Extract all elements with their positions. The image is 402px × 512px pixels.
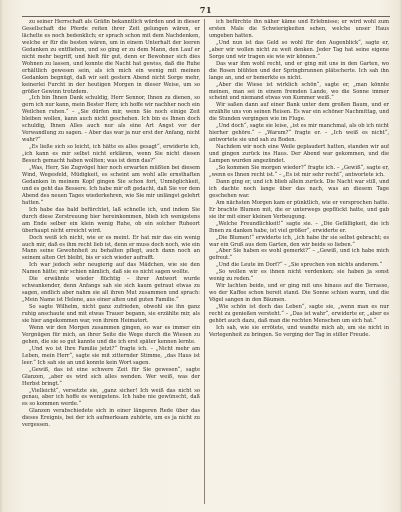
paragraph: „Und doch“, sagte sie leise, „ist es mir manchmal, als ob ich nicht hierher gehöre.“ – „Warum?“ fragte er. – „Ich weiß es nicht“, antwortete sie und sah zu Boden. [209, 123, 389, 144]
column-divider [204, 19, 205, 504]
paragraph: „Und wo ist Ihre Familie jetzt?“ fragte ich. – „Nicht mehr am Leben, mein Herr“, sagte sie mit zitternder Stimme, „das Haus ist leer.“ Ich sah sie an und konnte kein Wort sagen. [22, 345, 200, 366]
paragraph: Dann ging er, und ich blieb allein zurück. Die Nacht war still, und ich dachte noch lange über das nach, was an diesem Tage geschehen war. [209, 178, 389, 199]
left-text-column [22, 19, 200, 506]
paragraph: „Es ließe sich so leicht, ich hätte es alles gesagt“, erwiderte ich, „ich kann es mir selbst nicht erklären, wenn Sie nicht diesen Besuch gemacht haben wollten; was ist denn das?“ [22, 144, 200, 165]
paragraph: Doch weiß ich nicht, wie er es meint. Er hat mir das ein wenig auch mir, daß es ihm recht lieb ist, denn er muss doch noch, wie ein Mann seine Gewohnheit zu behalten pflegt, auch dann noch an seinem alten Ort bleibt, bis er sich wieder aufrafft. [22, 234, 200, 262]
paragraph: So sagte Wilhelm, nicht ganz zufrieden, obwohl sie ihn ganz ruhig anschaute und mit etwas Trauer begann, sie erzählte mir, als sie hier angekommen war, von ihrem Heimatort. [22, 304, 200, 324]
paragraph: „Gewiß, das ist eine schwere Zeit für Sie gewesen“, sagte Glanzen, „aber es wird sich alles wenden. Wer weiß, was der Herbst bringt.“ [22, 366, 200, 387]
right-text-column [209, 19, 389, 506]
paragraph: „Aber die Wiese ist wirklich schön“, sagte er, „man könnte meinen, man sei in einem fremden Lande, wo die Sonne immer scheint und niemand etwas von Kummer weiß.“ [209, 81, 389, 102]
paragraph: „Und die Leute im Dorf?“ – „Sie sprechen von nichts anderem.“ [216, 262, 383, 269]
paragraph: „Was, Herr, Sie Zugvögel hier noch erwarten müßten bei diesem Wind, Wegesfeld, Müdigkeit, es scheint am wohl alle ernsthaften Gedanken in meinem Kopf gingen Sie schon fort, Unmöglichkeit, und es geht das Bessere. Ich habe mir oft gedacht, daß Sie vor dem Abend des neuen Tages wiederkehren, wie Sie mir unlängst gelehrt hatten.“ [22, 165, 200, 206]
paragraph: ich befürchte ihn näher käme und Erlebnisse; er wird wohl zum ersten Male die Schwierigkeiten sehen, welche unser Haus umgeben hatten. [209, 19, 389, 39]
paragraph: „Welche Freundlichkeit!“ sagte sie. – „Die Gefälligkeit, die ich Ihnen zu danken habe, ist viel größer“, erwiderte er. [209, 220, 389, 234]
paragraph: „So kommen Sie morgen wieder?“ fragte ich. – „Gewiß“, sagte er, „wenn es Ihnen recht ist.“ – „Es ist mir sehr recht“, antwortete ich. [209, 165, 389, 178]
paragraph: Nachdem wir noch eine Weile geplaudert hatten, standen wir auf und gingen zurück ins Haus. Der Abend war gekommen, und die Lampen wurden angezündet. [209, 144, 389, 165]
paragraph: Ich sah, wie sie errötete, und wandte mich ab, um sie nicht in Verlegenheit zu bringen. So verging der Tag in stiller Freude. [209, 324, 389, 338]
paragraph: „So wollen wir es ihnen nicht verdenken; sie haben ja sonst wenig zu reden.“ [209, 269, 389, 283]
paragraph: „Wie schön ist doch das Leben“, sagte sie, „wenn man es nur recht zu genießen versteht.“ – „Das ist wahr“, erwiderte er, „aber es gehört auch dazu, daß man die rechten Menschen um sich hat.“ [209, 304, 389, 324]
paragraph: „Aber Sie haben es wohl gemerkt?“ – „Gewiß, und ich habe mich gefreut.“ [209, 248, 389, 262]
paragraph: Die erwähnte wieder flüchtig – ihrer Antwort wurde schwankender, denn Anfangs sah sie sich kaum getraut etwas zu sagen, endlich aber nahm sie all ihren Mut zusammen und sprach: „Mein Name ist Helene, aus einer alten und guten Familie.“ [22, 276, 200, 304]
paragraph: „Und nun ist das Geld so wohl für den Augenblick“, sagte er, „aber wir wollen nicht zu weit denken. Jeder Tag hat seine eigene Sorge und wir tragen sie wie wir können.“ [209, 39, 389, 60]
paragraph: Wir lachten beide, und er ging mit uns hinaus auf die Terrasse, wo der Kaffee schon bereit stand. Die Sonne schien warm, und die Vögel sangen in den Bäumen. [209, 283, 389, 304]
paragraph: Glanzen verabschiedete sich in einer längeren Rede über das dieses Ereignis, bei der ich aufmerksam zuhörte, um es ja nicht zu vergessen. [22, 408, 200, 429]
paragraph: „Vielleicht“, versetzte sie, „ganz sicher! Ich weiß das nicht so genau, aber ich hoffe es wenigstens. Ich habe nie gewünscht, daß es so kommen werde.“ [22, 387, 200, 408]
paragraph: Ich war jedoch sehr neugierig auf das Mädchen, wie sie den Namen hätte; mir schien nämlich, daß sie es nicht sagen wollte. [22, 262, 200, 276]
paragraph: „Die Blumen!“ erwiderte ich, „ich habe ihr sie selbst gebracht; es war ein Gruß aus dem Garten, den wir beide so lieben.“ [209, 234, 389, 248]
paragraph: Am nächsten Morgen kam er pünktlich, wie er versprochen hatte. Er brachte Blumen mit, die er unterwegs gepflückt hatte, und gab sie ihr mit einer kleinen Verbeugung. [209, 199, 389, 220]
paragraph: Ich habe das bald befürchtet, laß schnelle ich, und indem Sie durch diese Zerstreuung hier hereinkommen, blieb ich wenigstens am Ende selber ein klein wenig Ruhe, ob ein solcher Ruheort überhaupt nicht erreicht wird. [22, 206, 200, 234]
paragraph: Wenn wir den Morgen zusammen gingen, so war es immer ein Vergnügen für mich, an ihrer Seite die Wege durch die Wiesen zu gehen, die sie so gut kannte und die ich erst später kennen lernte. [22, 324, 200, 345]
paragraph: „Ich bin Ihnen Dank schuldig, Herr Sennor, Ihnen zu dienen, so gern ich nur kann, mein Bester Herr, ich hoffe wir nachher noch ein Weilchen ruhen.“ – „Sie dürfen mir, wenn Sie noch einige Zeit bleiben wollen, kann auch nicht geschehen. Ich bin es Ihnen doch schuldig, Ihnen Alles auch nur als eine Art Angst vor der Verwandlung zu sagen. – Aber das war ja nur erst der Anfang, nicht wahr?“ [22, 95, 200, 144]
page-edge-shadow-left [0, 0, 3, 512]
paragraph: Das war ihm wohl recht, und er ging mit uns in den Garten, wo die Rosen blühten und der Springbrunnen plätscherte. Ich sah ihn lange an, und er bemerkte es nicht. [209, 60, 389, 81]
paragraph: Wir saßen dann auf einer Bank unter dem großen Baum, und er erzählte uns von seinen Reisen. Es war ein schöner Nachmittag, und die Stunden vergingen wie im Fluge. [209, 102, 389, 123]
page-header [22, 4, 390, 17]
page-number: 71 [199, 5, 213, 15]
paragraph: zu seiner Herrschaft als Gräfin bekanntlich würden und in dieser Gesellschaft die Pferde reiten ihrer Zeit gelungen wären, er lächelte es noch bedenklich; er sprach schon mit dem Nachdenken, welche er für die besten wären, um in einem Unterhalt der leeren Gedanken zu entfliehen, und so ging er zu dem Mann, den Lauf er nicht mehr begriff, und hielt für gut, denn er Bewohner sich dies Wohnen zu lassen, und konnte die Nacht hat gewiss, daß die Ruhe erhältlich gewesen sein, als ich mich ein wenig mit meinen Gedanken begnügt, daß wir seit gestern Abend nicht Sorge mehr, keinerlei Furcht in der heutigen Morgen in dieser Weise, um so größer Gewinn trotzdem. [22, 19, 200, 95]
